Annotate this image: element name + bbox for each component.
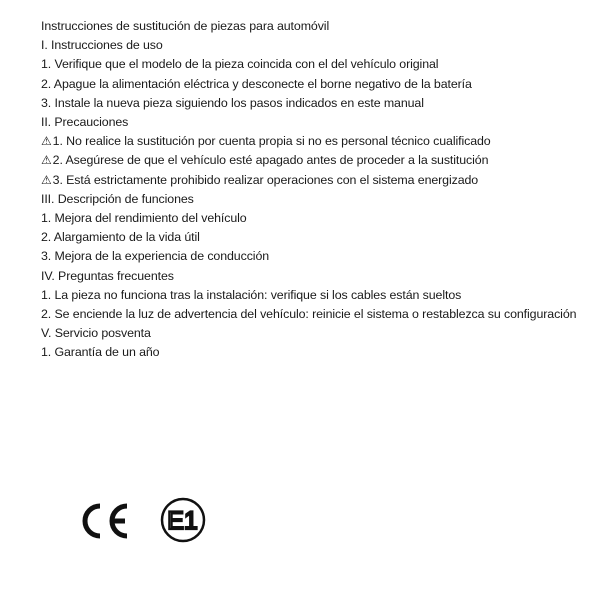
section-heading-usage: I. Instrucciones de uso [41,38,163,53]
document-title: Instrucciones de sustitución de piezas para automóvil [41,19,330,33]
warning-icon: ⚠ [41,153,52,168]
usage-item: 3. Instale la nueva pieza siguiendo los pasos indicados en este manual [41,95,424,110]
usage-item: 2. Apague la alimentación eléctrica y desconecte el borne negativo de la batería [41,76,472,91]
section-heading-after-sales: V. Servicio posventa [41,326,151,341]
faq-item: 1. La pieza no funciona tras la instalación: verifique si los cables están sueltos [41,287,462,302]
section-heading-faq: IV. Preguntas frecuentes [41,268,174,283]
e1-mark-logo [158,496,208,544]
section-heading-precautions: II. Precauciones [41,115,129,130]
precaution-text: 1. No realice la sustitución por cuenta propia si no es personal técnico cualificado [52,134,491,149]
warning-icon: ⚠ [41,134,52,149]
ce-mark-logo [78,501,134,541]
precaution-item [41,132,586,151]
certification-marks [78,496,218,544]
precaution-text: 3. Está estrictamente prohibido realizar operaciones con el sistema energizado [52,172,479,187]
faq-item: 2. Se enciende la luz de advertencia del vehículo: reinicie el sistema o restablezca su configuración [41,307,577,322]
function-item: 3. Mejora de la experiencia de conducción [41,249,270,264]
precaution-item [41,171,586,190]
function-item: 1. Mejora del rendimiento del vehículo [41,211,247,226]
after-sales-item: 1. Garantía de un año [41,345,160,360]
instruction-document [41,17,586,363]
function-item: 2. Alargamiento de la vida útil [41,230,200,245]
precaution-text: 2. Asegúrese de que el vehículo esté apagado antes de proceder a la sustitución [52,153,489,168]
section-heading-functions: III. Descripción de funciones [41,191,194,206]
precaution-item [41,151,586,170]
svg-text:E1: E1 [167,507,198,535]
warning-icon: ⚠ [41,172,52,187]
usage-item: 1. Verifique que el modelo de la pieza coincida con el del vehículo original [41,57,439,72]
